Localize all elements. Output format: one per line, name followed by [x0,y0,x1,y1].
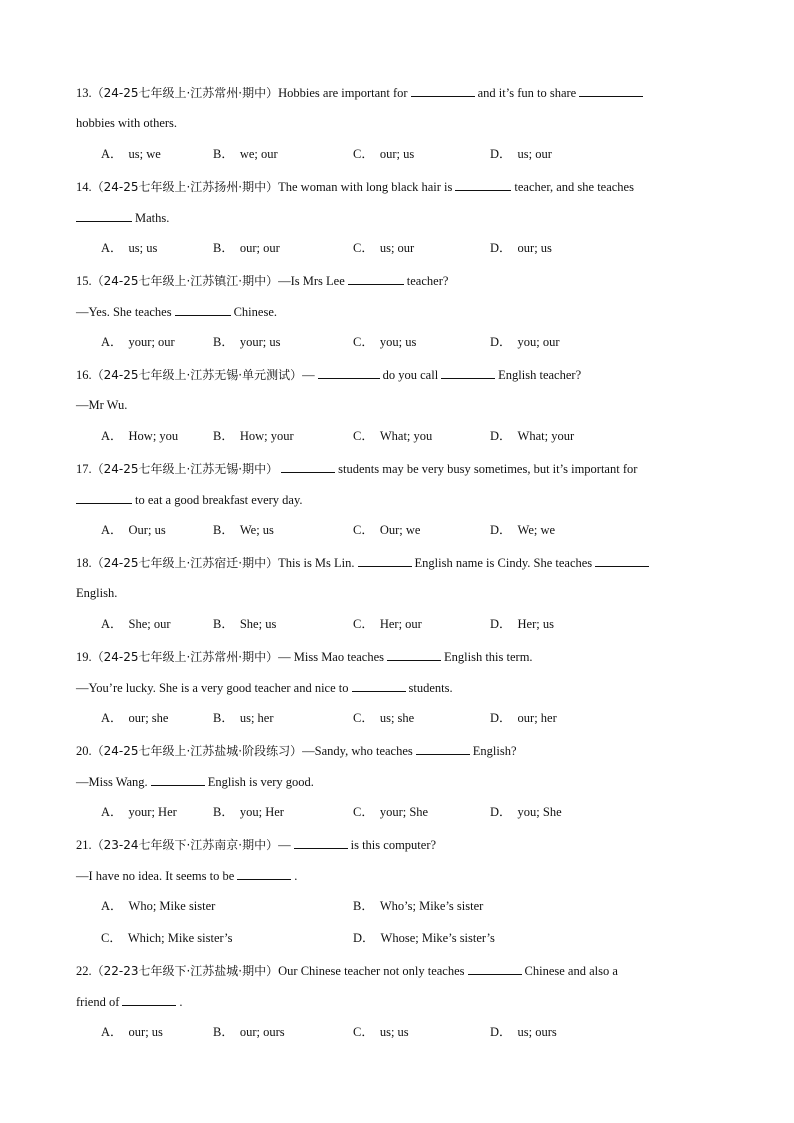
question-text: do you call [382,368,439,382]
question-text: and it’s fun to share [477,86,577,100]
option-text: us; our [517,147,552,161]
option-letter: B． [213,1025,234,1039]
option-c[interactable] [353,146,414,162]
option-a[interactable] [101,898,215,914]
option-c[interactable] [353,334,416,350]
option-letter: A． [101,147,123,161]
question-18 [76,554,652,571]
question-text: English? [472,744,517,758]
option-letter: C． [101,931,122,945]
option-a[interactable] [101,710,168,726]
option-letter: C． [353,241,374,255]
answer-blank[interactable] [318,366,380,379]
question-21 [76,836,436,853]
answer-blank[interactable] [411,84,475,97]
option-text: Our; we [379,523,421,537]
option-letter: D． [353,931,375,945]
option-text: Who’s; Mike’s sister [379,899,484,913]
question-number: 20. [76,744,92,758]
question-text: —Sandy, who teaches [302,744,413,758]
option-a[interactable] [101,522,166,538]
answer-blank[interactable] [237,867,291,880]
question-text: English is very good. [207,775,314,789]
question-continuation [76,491,303,508]
option-text: our; us [517,241,552,255]
option-text: What; your [517,429,575,443]
option-d[interactable] [490,616,554,632]
option-letter: C． [353,711,374,725]
option-letter: C． [353,147,374,161]
option-text: your; our [128,335,175,349]
question-number: 19. [76,650,92,664]
option-text: our; she [128,711,169,725]
question-text: teacher? [406,274,449,288]
question-text: English this term. [444,650,533,664]
answer-blank[interactable] [348,272,404,285]
option-d[interactable] [490,1024,557,1040]
option-b[interactable] [213,428,294,444]
option-c[interactable] [353,428,432,444]
option-letter: C． [353,335,374,349]
answer-blank[interactable] [455,178,511,191]
option-text: our; ours [239,1025,285,1039]
option-c[interactable] [101,930,232,946]
answer-blank[interactable] [294,836,348,849]
option-text: us; we [128,147,161,161]
option-letter: C． [353,1025,374,1039]
question-text: —Mr Wu. [76,398,128,412]
option-d[interactable] [490,146,552,162]
question-continuation [76,993,183,1010]
option-a[interactable] [101,1024,163,1040]
question-text: — [302,368,315,382]
option-text: Whose; Mike’s sister’s [380,931,495,945]
option-d[interactable] [490,804,562,820]
option-a[interactable] [101,146,161,162]
question-source: （24-25七年级上·江苏宿迁·期中） [91,556,279,570]
option-d[interactable] [353,930,495,946]
option-c[interactable] [353,616,422,632]
question-text: friend of [76,995,120,1009]
option-letter: A． [101,241,123,255]
question-text: Chinese and also a [524,964,618,978]
question-continuation [76,397,127,413]
option-b[interactable] [213,710,274,726]
option-text: She; us [239,617,277,631]
option-text: us; ours [517,1025,557,1039]
option-text: How; your [239,429,294,443]
option-d[interactable] [490,428,574,444]
answer-blank[interactable] [416,742,470,755]
answer-blank[interactable] [281,460,335,473]
question-22 [76,962,618,979]
question-15 [76,272,448,289]
answer-blank[interactable] [579,84,643,97]
option-c[interactable] [353,240,414,256]
answer-blank[interactable] [441,366,495,379]
question-text: The woman with long black hair is [278,180,453,194]
question-text: Maths. [135,211,170,225]
question-20 [76,742,517,759]
option-letter: B． [213,805,234,819]
option-b[interactable] [353,898,483,914]
question-16 [76,366,581,383]
question-text: —Miss Wang. [76,775,148,789]
option-text: Which; Mike sister’s [127,931,233,945]
option-text: Her; our [379,617,422,631]
option-text: you; Her [239,805,284,819]
option-c[interactable] [353,710,414,726]
option-text: us; us [379,1025,409,1039]
question-13 [76,84,646,101]
option-letter: A． [101,711,123,725]
option-d[interactable] [490,522,555,538]
option-d[interactable] [490,334,560,350]
answer-blank[interactable] [76,491,132,504]
option-a[interactable] [101,616,171,632]
option-a[interactable] [101,334,175,350]
question-number: 15. [76,274,92,288]
option-text: our; us [379,147,415,161]
question-number: 16. [76,368,92,382]
option-text: you; She [517,805,562,819]
question-text: teacher, and she teaches [514,180,634,194]
option-letter: D． [490,1025,512,1039]
option-b[interactable] [213,1024,285,1040]
option-letter: B． [353,899,374,913]
question-source: （22-23七年级下·江苏盐城·期中） [91,964,279,978]
answer-blank[interactable] [175,303,231,316]
option-text: Our; us [128,523,166,537]
option-text: your; Her [128,805,177,819]
option-letter: A． [101,617,123,631]
question-text: —I have no idea. It seems to be [76,869,235,883]
answer-blank[interactable] [387,648,441,661]
question-continuation [76,209,169,226]
question-number: 13. [76,86,92,100]
option-text: your; She [379,805,429,819]
question-text: students. [408,681,453,695]
question-source: （24-25七年级上·江苏镇江·期中） [91,274,279,288]
question-19 [76,648,533,665]
option-text: us; she [379,711,415,725]
option-a[interactable] [101,804,177,820]
question-text: . [294,869,298,883]
option-letter: B． [213,429,234,443]
answer-blank[interactable] [122,993,176,1006]
option-letter: D． [490,711,512,725]
answer-blank[interactable] [468,962,522,975]
question-text: — Miss Mao teaches [278,650,385,664]
option-c[interactable] [353,522,420,538]
question-text: is this computer? [350,838,437,852]
option-b[interactable] [213,804,284,820]
option-letter: B． [213,241,234,255]
question-text: . [179,995,183,1009]
option-letter: B． [213,617,234,631]
option-letter: B． [213,523,234,537]
option-c[interactable] [353,1024,409,1040]
option-letter: C． [353,617,374,631]
question-text: Our Chinese teacher not only teaches [278,964,465,978]
option-text: our; her [517,711,557,725]
option-text: your; us [239,335,281,349]
question-text: English teacher? [498,368,582,382]
option-text: us; our [379,241,415,255]
option-d[interactable] [490,710,557,726]
option-text: our; our [239,241,280,255]
option-letter: D． [490,429,512,443]
option-letter: D． [490,335,512,349]
option-b[interactable] [213,240,280,256]
answer-blank[interactable] [358,554,412,567]
option-letter: C． [353,429,374,443]
question-continuation [76,867,297,884]
question-text: —You’re lucky. She is a very good teacher and nice to [76,681,349,695]
question-continuation [76,585,117,601]
question-14 [76,178,634,195]
option-text: our; us [128,1025,163,1039]
question-text: to eat a good breakfast every day. [135,493,303,507]
question-number: 14. [76,180,92,194]
option-letter: B． [213,711,234,725]
option-letter: B． [213,335,234,349]
question-text: English. [76,586,118,600]
option-text: you; our [517,335,560,349]
option-a[interactable] [101,428,178,444]
question-text: hobbies with others. [76,116,178,130]
option-letter: D． [490,241,512,255]
question-number: 21. [76,838,92,852]
option-b[interactable] [213,522,274,538]
question-source: （24-25七年级上·江苏无锡·单元测试） [91,368,303,382]
option-text: We; we [517,523,556,537]
option-letter: A． [101,523,123,537]
option-text: us; us [128,241,158,255]
question-source: （24-25七年级上·江苏常州·期中） [91,650,279,664]
answer-blank[interactable] [151,773,205,786]
question-number: 22. [76,964,92,978]
question-source: （23-24七年级下·江苏南京·期中） [91,838,279,852]
option-text: us; her [239,711,274,725]
option-a[interactable] [101,240,157,256]
option-letter: D． [490,523,512,537]
answer-blank[interactable] [595,554,649,567]
question-continuation [76,679,453,696]
option-letter: A． [101,1025,123,1039]
question-number: 17. [76,462,92,476]
question-number: 18. [76,556,92,570]
option-letter: D． [490,147,512,161]
option-letter: D． [490,805,512,819]
question-continuation [76,303,277,320]
option-letter: A． [101,335,123,349]
question-text: — [278,838,291,852]
option-letter: A． [101,805,123,819]
question-source: （24-25七年级上·江苏常州·期中） [91,86,279,100]
option-b[interactable] [213,146,278,162]
question-text: Hobbies are important for [278,86,408,100]
question-source: （24-25七年级上·江苏无锡·期中） [91,462,279,476]
option-text: What; you [379,429,433,443]
question-source: （24-25七年级上·江苏扬州·期中） [91,180,279,194]
option-b[interactable] [213,616,276,632]
option-text: we; our [239,147,278,161]
question-text: —Is Mrs Lee [278,274,345,288]
answer-blank[interactable] [352,679,406,692]
option-text: Her; us [517,617,554,631]
question-text: —Yes. She teaches [76,305,172,319]
option-letter: B． [213,147,234,161]
answer-blank[interactable] [76,209,132,222]
question-text: Chinese. [233,305,277,319]
option-letter: C． [353,523,374,537]
option-text: We; us [239,523,274,537]
option-text: you; us [379,335,417,349]
question-text: This is Ms Lin. [278,556,355,570]
question-continuation [76,115,177,131]
option-letter: D． [490,617,512,631]
option-text: Who; Mike sister [128,899,216,913]
option-letter: A． [101,899,123,913]
question-source: （24-25七年级上·江苏盐城·阶段练习） [91,744,303,758]
question-text: English name is Cindy. She teaches [414,556,593,570]
option-letter: A． [101,429,123,443]
option-c[interactable] [353,804,428,820]
option-b[interactable] [213,334,280,350]
question-text: students may be very busy sometimes, but it’s important for [338,462,638,476]
question-continuation [76,773,314,790]
option-d[interactable] [490,240,552,256]
option-text: She; our [128,617,171,631]
option-text: How; you [128,429,179,443]
question-17 [76,460,637,477]
option-letter: C． [353,805,374,819]
